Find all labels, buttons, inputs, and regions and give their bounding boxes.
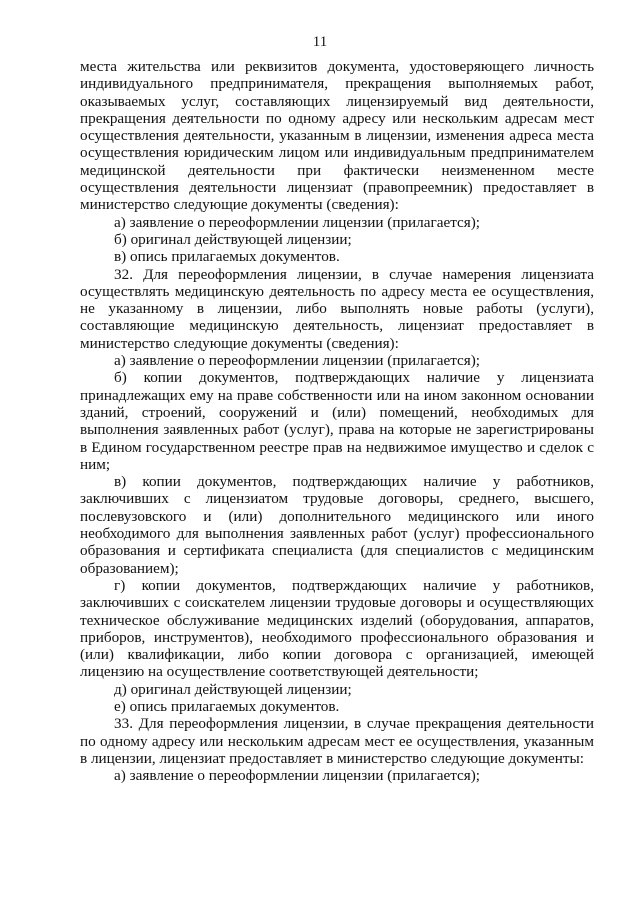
list-item-b: б) оригинал действующей лицензии; [114,230,352,248]
paragraph-continuation: места жительства или реквизитов документа, удостоверяющего личность индивидуального предпринимателя, прекращения выполняемых работ, оказываемых услуг, составляющих лицензируемый вид деятельности, прекращения деятельности по одному адресу или нескольким адресам мест осуществления деятельности, указанным в лицензии, изменения адреса места осуществления юридическим лицом или индивидуальным предпринимателем медицинской деятельности при фактически неизмененном месте осуществления деятельности лицензиат (правопреемник) предоставляет в министерство следующие документы (сведения): [80,58,594,214]
document-body [80,58,594,784]
list-item-d: д) оригинал действующей лицензии; [114,680,352,698]
list-item-a: а) заявление о переоформлении лицензии (прилагается); [114,213,481,231]
list-item-b: б) копии документов, подтверждающих наличие у лицензиата принадлежащих ему на праве собственности или на ином законном основании зданий, строений, сооружений и (или) помещений, необходимых для выполнения заявленных работ (услуг), права на которые не зарегистрированы в Едином государственном реестре прав на недвижимое имущество и сделок с ним; [80,369,594,473]
list-item-a: а) заявление о переоформлении лицензии (прилагается); [114,767,481,785]
page-number: 11 [312,34,328,50]
clause-33: 33. Для переоформления лицензии, в случае прекращения деятельности по одному адресу или нескольким адресам мест ее осуществления, указанным в лицензии, лицензиат предоставляет в министерство следующие документы: [80,715,594,767]
list-item-a: а) заявление о переоформлении лицензии (прилагается); [114,352,481,370]
list-item-v: в) опись прилагаемых документов. [114,248,340,266]
list-item-e: е) опись прилагаемых документов. [114,697,340,715]
list-item-v: в) копии документов, подтверждающих наличие у работников, заключивших с лицензиатом трудовые договоры, среднего, высшего, послевузовского и (или) дополнительного медицинского или иного необходимого для выполнения заявленных работ (услуг) профессионального образования и сертификата специалиста (для специалистов с медицинским образованием); [80,473,594,577]
clause-32: 32. Для переоформления лицензии, в случае намерения лицензиата осуществлять медицинскую деятельность по адресу места ее осуществления, не указанному в лицензии, либо выполнять новые работы (услуги), составляющие медицинскую деятельность, лицензиат предоставляет в министерство следующие документы (сведения): [80,265,594,352]
list-item-g: г) копии документов, подтверждающих наличие у работников, заключивших с соискателем лицензии трудовые договоры и осуществляющих техническое обслуживание медицинских изделий (оборудования, аппаратов, приборов, инструментов), необходимого профессионального образования и (или) квалификации, либо копии договора с организацией, имеющей лицензию на осуществление соответствующей деятельности; [80,576,594,681]
